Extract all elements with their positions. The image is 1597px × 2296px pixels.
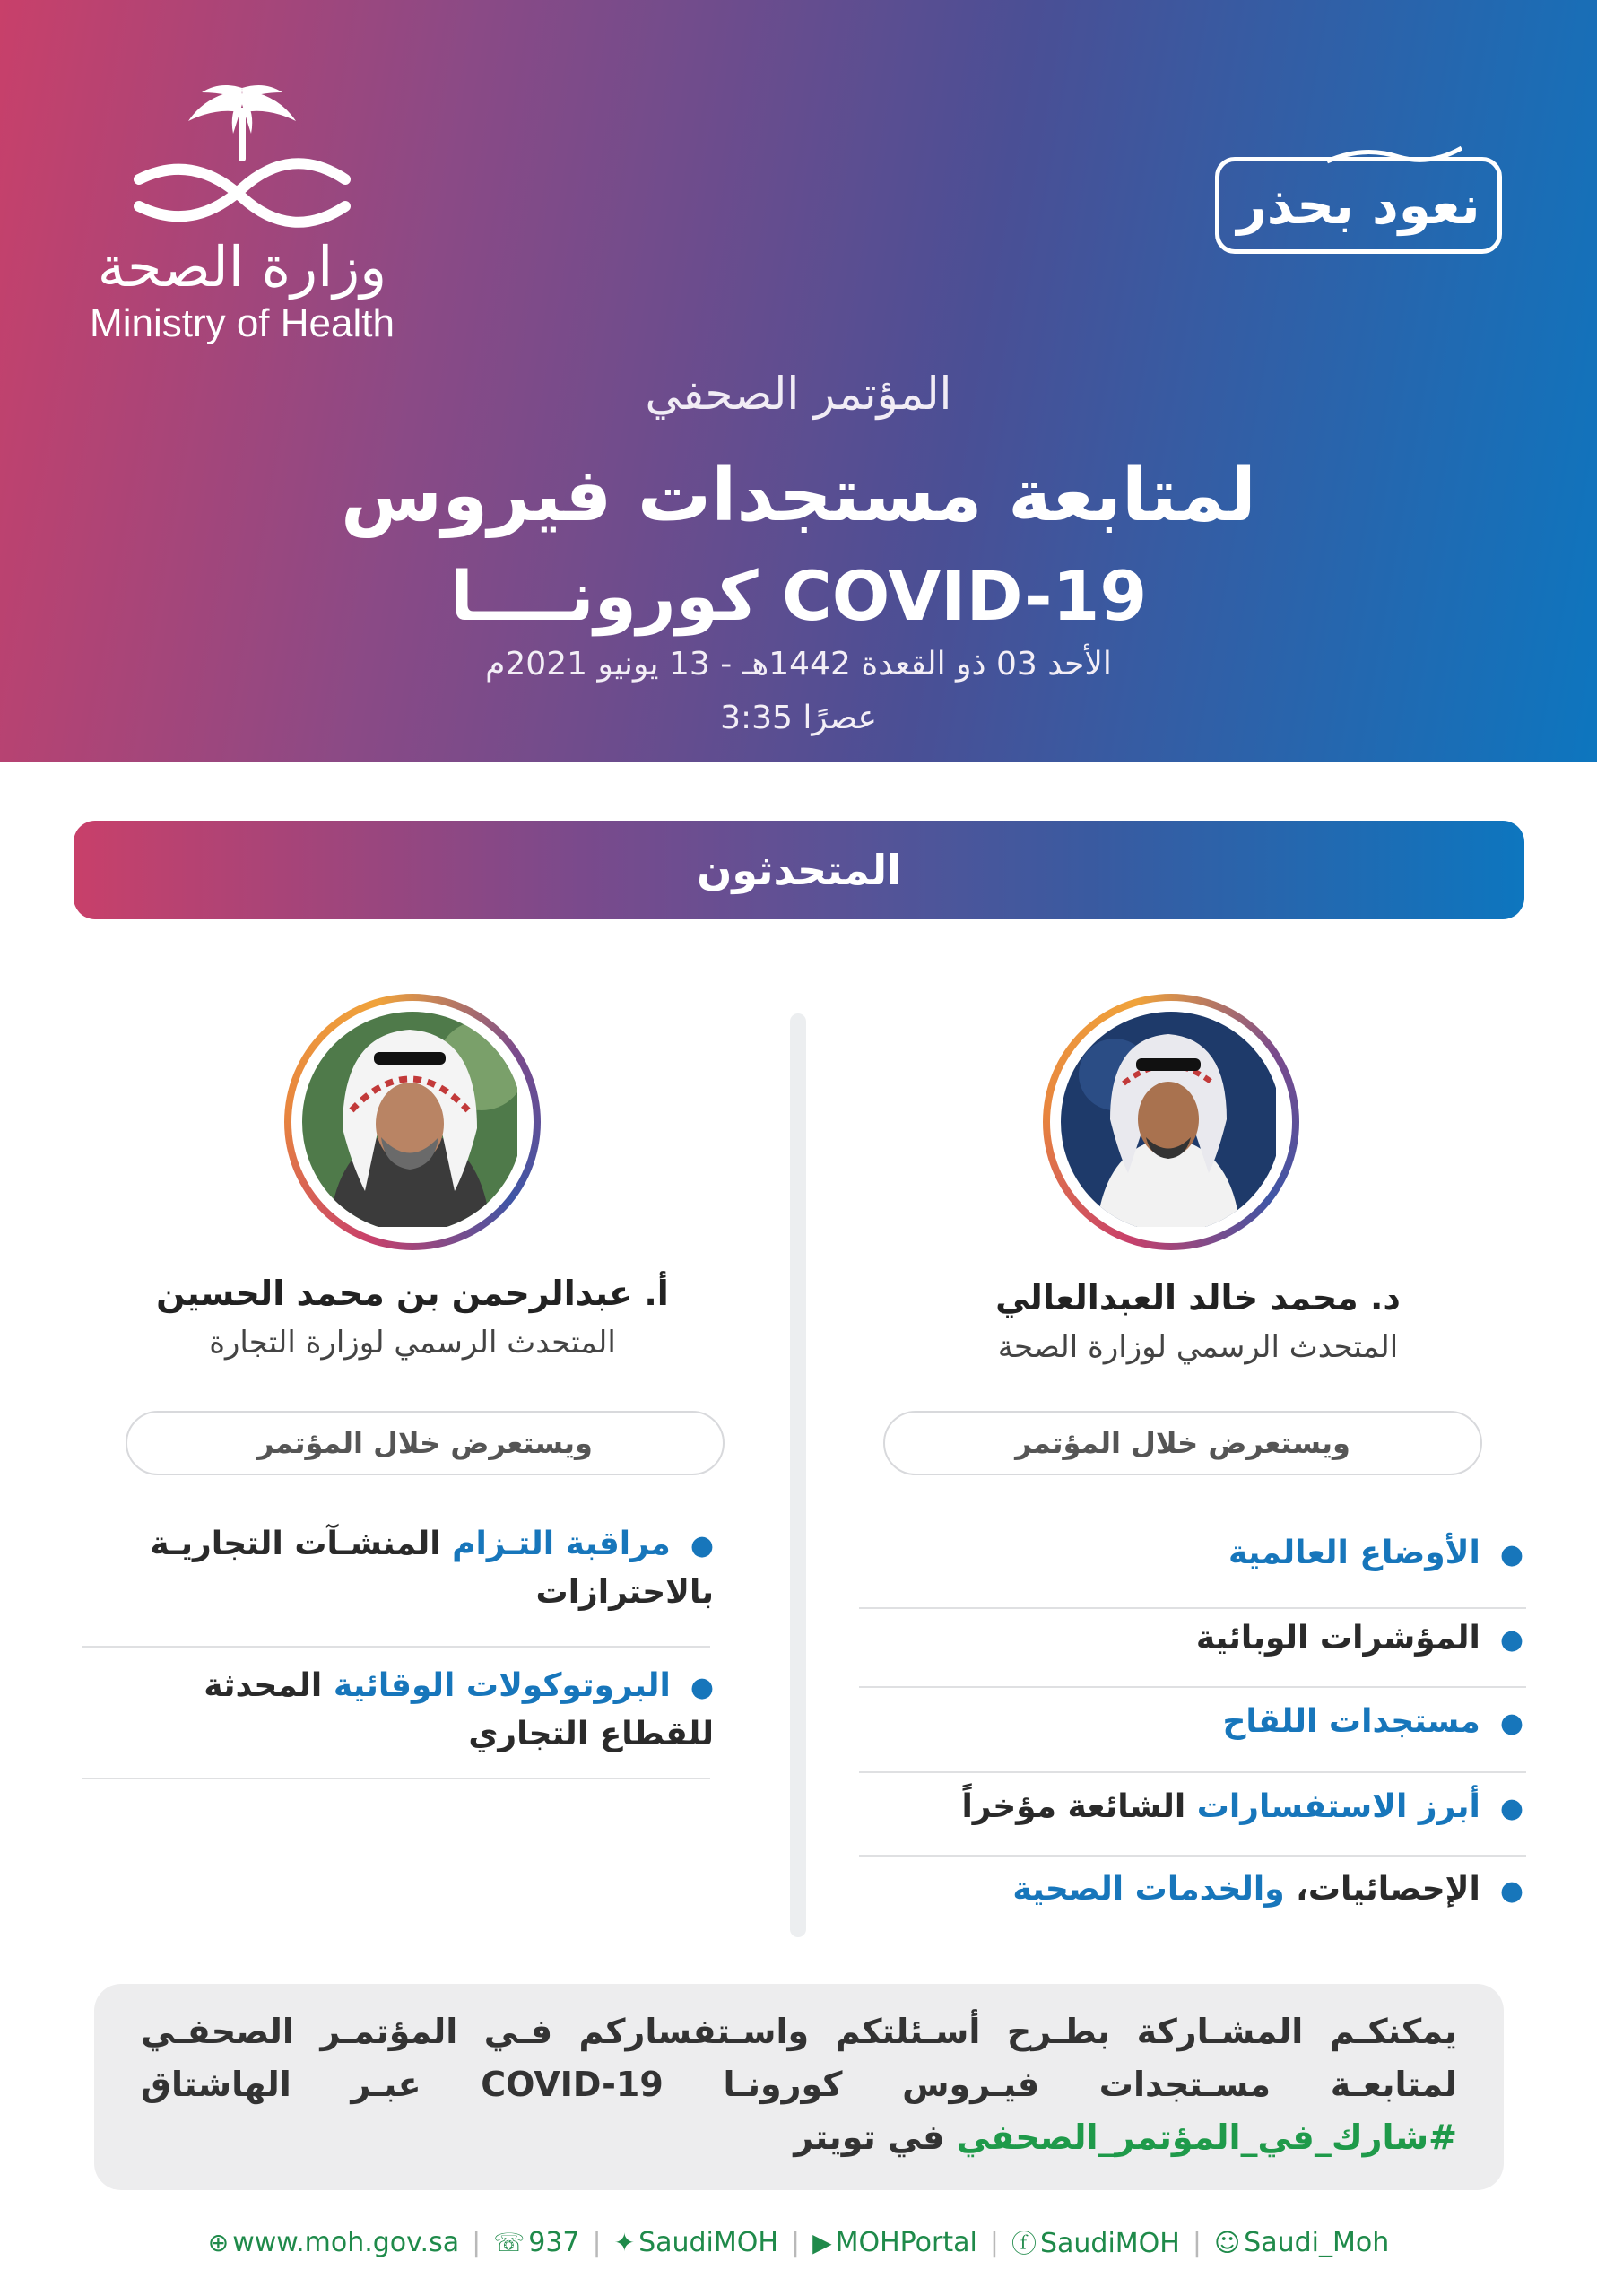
wave-icon bbox=[1327, 142, 1462, 169]
topic-blue-text: والخدمات الصحية bbox=[1012, 1871, 1297, 1908]
palm-swords-emblem-icon bbox=[121, 81, 363, 233]
facebook-link[interactable] bbox=[1011, 2224, 1180, 2260]
speaker2-pill bbox=[126, 1411, 725, 1475]
logo-english-text: Ministry of Health bbox=[90, 301, 395, 346]
person-photo-icon bbox=[1061, 1012, 1276, 1227]
separator: | bbox=[989, 2226, 999, 2258]
topic-separator bbox=[859, 1855, 1526, 1857]
conference-kicker: المؤتمر الصحفي bbox=[645, 368, 952, 420]
speaker1-pill bbox=[883, 1411, 1482, 1475]
youtube-link[interactable] bbox=[812, 2227, 977, 2258]
phone-text: 937 bbox=[528, 2226, 580, 2258]
speaker1-avatar bbox=[1043, 994, 1299, 1250]
speaker2-pill-text: ويستعرض خلال المؤتمر bbox=[257, 1426, 593, 1460]
website-text: www.moh.gov.sa bbox=[232, 2226, 460, 2258]
topic-text: المنشـآت التجاريـة بالاحترازات bbox=[150, 1526, 714, 1611]
speaker2-name: أ. عبدالرحمن بن محمد الحسين bbox=[156, 1274, 669, 1313]
speakers-heading-text: المتحدثون bbox=[697, 846, 901, 894]
topic-separator bbox=[859, 1607, 1526, 1609]
speaker2-role: المتحدث الرسمي لوزارة التجارة bbox=[209, 1325, 616, 1361]
speaker2-avatar bbox=[284, 994, 541, 1250]
youtube-icon: ▶ bbox=[812, 2227, 832, 2257]
hashtag-link[interactable]: #شارك_في_المؤتمر_الصحفي bbox=[956, 2117, 1457, 2157]
speaker1-topic: ●أبرز الاستفسارات الشائعة مؤخراً bbox=[961, 1788, 1523, 1825]
topic-blue-text: مراقبة التـزام bbox=[452, 1526, 671, 1562]
speaker1-topic: ●الأوضاع العالمية bbox=[1228, 1535, 1523, 1571]
phone-icon: ☏ bbox=[493, 2227, 525, 2257]
logo-arabic-text: وزارة الصحة bbox=[97, 234, 387, 300]
speaker1-pill-text: ويستعرض خلال المؤتمر bbox=[1015, 1426, 1350, 1460]
facebook-icon: ⓕ bbox=[1011, 2229, 1037, 2258]
topic-blue-text: الأوضاع العالمية bbox=[1228, 1535, 1480, 1571]
snapchat-link[interactable] bbox=[1214, 2227, 1389, 2258]
topic-text: الشائعة مؤخراً bbox=[961, 1788, 1197, 1825]
moh-logo bbox=[72, 81, 412, 377]
topic-text: الإحصائيات، bbox=[1296, 1871, 1480, 1908]
topic-text: المحدثة للقطاع التجاري bbox=[204, 1667, 714, 1752]
speaker1-name: د. محمد خالد العبدالعالي bbox=[995, 1278, 1401, 1318]
separator: | bbox=[592, 2226, 602, 2258]
snapchat-icon: ☺ bbox=[1213, 2227, 1241, 2257]
separator: | bbox=[790, 2226, 801, 2258]
topic-blue-text: البروتوكولات الوقائية bbox=[333, 1667, 671, 1704]
youtube-text: MOHPortal bbox=[835, 2226, 977, 2258]
twitter-icon: ✦ bbox=[613, 2227, 636, 2257]
conference-date: الأحد 03 ذو القعدة 1442هـ - 13 يونيو 2021م bbox=[485, 646, 1112, 683]
globe-icon: ⊕ bbox=[207, 2227, 230, 2257]
topic-separator bbox=[82, 1778, 710, 1779]
topic-blue-text: أبرز الاستفسارات bbox=[1196, 1788, 1480, 1825]
separator: | bbox=[472, 2226, 482, 2258]
hero-banner bbox=[0, 0, 1597, 762]
conference-time: 3:35 عصرًا bbox=[720, 700, 877, 736]
topic-separator bbox=[859, 1686, 1526, 1688]
campaign-badge bbox=[1215, 157, 1502, 254]
speaker1-topic: ●مستجدات اللقاح bbox=[1222, 1703, 1523, 1740]
contact-links bbox=[0, 2224, 1597, 2260]
speaker1-role: المتحدث الرسمي لوزارة الصحة bbox=[997, 1329, 1399, 1365]
twitter-link[interactable] bbox=[614, 2227, 778, 2258]
speaker2-topic: ●البروتوكولات الوقائية المحدثة للقطاع التجاري bbox=[204, 1667, 714, 1752]
conference-title-line1: لمتابعة مستجدات فيروس bbox=[341, 453, 1256, 538]
facebook-text: SaudiMOH bbox=[1039, 2228, 1180, 2259]
topic-blue-text: مستجدات اللقاح bbox=[1222, 1703, 1480, 1740]
snapchat-text: Saudi_Moh bbox=[1244, 2226, 1390, 2258]
campaign-badge-text: نعود بحذر bbox=[1237, 175, 1480, 236]
speaker1-topic: ●المؤشرات الوبائية bbox=[1195, 1620, 1523, 1657]
separator: | bbox=[1192, 2226, 1202, 2258]
topic-separator bbox=[82, 1646, 710, 1648]
topic-separator bbox=[859, 1771, 1526, 1773]
speakers-heading bbox=[74, 821, 1524, 919]
column-divider bbox=[790, 1013, 806, 1937]
twitter-text: SaudiMOH bbox=[638, 2226, 778, 2258]
participation-note bbox=[94, 1984, 1504, 2190]
phone-link[interactable] bbox=[493, 2227, 579, 2258]
participation-note-text: يمكنكـم المشـاركة بطـرح أسـئلتكم واسـتفساركم فـي المؤتمـر الصحفـي لمتابعـة مسـتجدات فيـروس كورونـا COVID-19 عبـر الهاشتاق bbox=[141, 2012, 1457, 2104]
participation-note-tail: في تويتر bbox=[794, 2117, 957, 2157]
website-link[interactable] bbox=[208, 2227, 459, 2258]
speaker2-topic: ●مراقبة التـزام المنشـآت التجاريـة بالاحترازات bbox=[150, 1526, 714, 1611]
person-photo-icon bbox=[302, 1012, 517, 1227]
topic-text: المؤشرات الوبائية bbox=[1195, 1620, 1480, 1657]
speaker1-topic: ●الإحصائيات، والخدمات الصحية bbox=[1012, 1871, 1523, 1908]
conference-title-line2: كورونــــا COVID-19 bbox=[449, 556, 1148, 636]
